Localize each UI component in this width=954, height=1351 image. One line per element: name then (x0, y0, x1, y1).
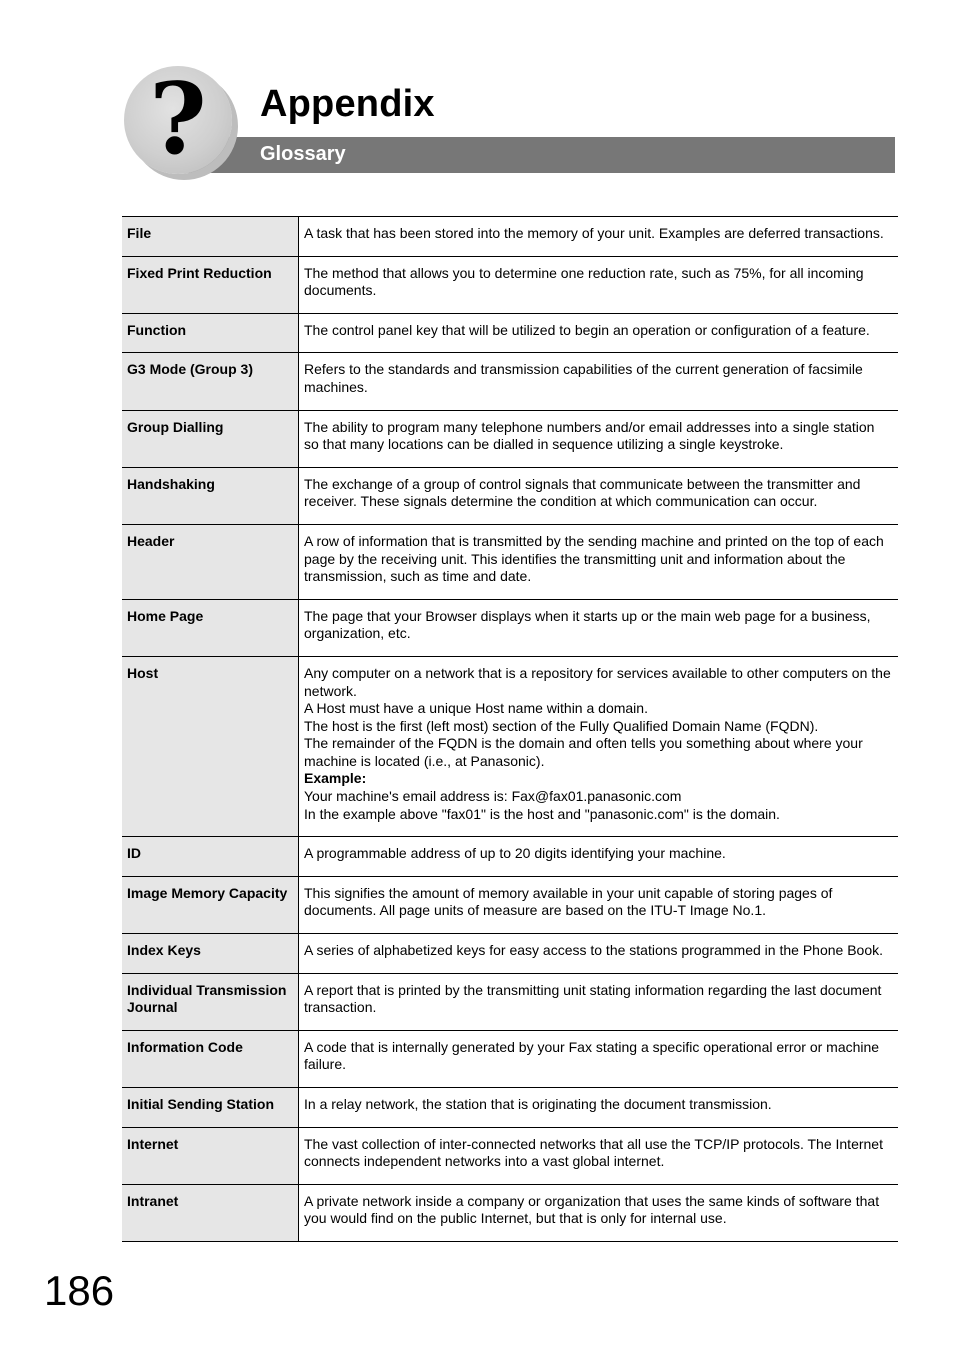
glossary-term: Image Memory Capacity (122, 876, 299, 933)
glossary-row (122, 1184, 898, 1241)
glossary-definition (299, 876, 899, 933)
glossary-term: Function (122, 313, 299, 353)
glossary-row (122, 1127, 898, 1184)
glossary-definition (299, 837, 899, 877)
section-title: Glossary (260, 143, 346, 165)
section-bar (180, 137, 895, 173)
glossary-definition (299, 313, 899, 353)
page-title: Appendix (260, 83, 435, 125)
glossary-definition (299, 256, 899, 313)
glossary-definition (299, 1127, 899, 1184)
glossary-row (122, 467, 898, 524)
glossary-term: Host (122, 656, 299, 836)
glossary-term: Group Dialling (122, 410, 299, 467)
definition-line: Example: (304, 770, 367, 787)
glossary-row (122, 256, 898, 313)
definition-line: The page that your Browser displays when it starts up or the main web page for a business, organization, etc. (304, 607, 871, 642)
definition-line: A series of alphabetized keys for easy access to the stations programmed in the Phone Book. (304, 942, 883, 959)
glossary-definition (299, 353, 899, 410)
glossary-definition (299, 1030, 899, 1087)
glossary-definition (299, 1184, 899, 1241)
glossary-definition (299, 467, 899, 524)
glossary-row (122, 876, 898, 933)
glossary-term: Handshaking (122, 467, 299, 524)
glossary-term: Information Code (122, 1030, 299, 1087)
glossary-definition (299, 934, 899, 974)
definition-line: In the example above "fax01" is the host and "panasonic.com" is the domain. (304, 805, 780, 822)
glossary-term: Intranet (122, 1184, 299, 1241)
glossary-definition (299, 524, 899, 599)
page-number: 186 (44, 1267, 115, 1314)
definition-line: Any computer on a network that is a repository for services available to other computers on the network. (304, 664, 891, 699)
definition-line: A code that is internally generated by your Fax stating a specific operational error or machine failure. (304, 1038, 880, 1073)
glossary-row (122, 217, 898, 257)
question-mark-icon (124, 62, 232, 177)
glossary-definition (299, 410, 899, 467)
glossary-row (122, 599, 898, 656)
definition-line: The remainder of the FQDN is the domain and often tells you something about where your machine is located (i.e., at Panasonic). (304, 735, 863, 769)
glossary-definition (299, 217, 899, 257)
glossary-row (122, 837, 898, 877)
glossary-row (122, 410, 898, 467)
definition-line: In a relay network, the station that is originating the document transmission. (304, 1096, 772, 1112)
definition-line: The host is the first (left most) section of the Fully Qualified Domain Name (FQDN). (304, 717, 819, 734)
glossary-term: Initial Sending Station (122, 1088, 299, 1128)
glossary-definition (299, 1088, 899, 1128)
definition-line: A report that is printed by the transmitting unit stating information regarding the last document transaction. (304, 981, 882, 1016)
definition-line: Your machine's email address is: Fax@fax01.panasonic.com (304, 788, 682, 805)
glossary-row (122, 656, 898, 836)
glossary-term: File (122, 217, 299, 257)
glossary-row (122, 313, 898, 353)
definition-line: A programmable address of up to 20 digits identifying your machine. (304, 845, 726, 862)
glossary-term: Individual Transmission Journal (122, 973, 299, 1030)
definition-line: The ability to program many telephone numbers and/or email addresses into a single station so that many locations can be dialled in sequence utilizing a single keystroke. (304, 418, 875, 453)
glossary-term: Fixed Print Reduction (122, 256, 299, 313)
glossary-row (122, 1030, 898, 1087)
glossary-row (122, 524, 898, 599)
question-mark-glyph: ? (149, 62, 207, 177)
definition-line: The exchange of a group of control signals that communicate between the transmitter and receiver. These signals determine the condition at which communication can occur. (304, 475, 861, 510)
glossary-table (122, 216, 898, 1242)
glossary-body (122, 217, 898, 1242)
glossary-term: Internet (122, 1127, 299, 1184)
glossary-term: ID (122, 837, 299, 877)
glossary-term: G3 Mode (Group 3) (122, 353, 299, 410)
definition-line: A row of information that is transmitted by the sending machine and printed on the top of each page by the receiving unit. This identifies the transmitting unit and information about the transmission, such as time and date. (304, 532, 884, 585)
glossary-definition (299, 599, 899, 656)
glossary-term: Header (122, 524, 299, 599)
glossary-definition (299, 973, 899, 1030)
definition-line: This signifies the amount of memory available in your unit capable of storing pages of documents. All page units of measure are based on the ITU-T Image No.1. (304, 884, 833, 919)
definition-line: The vast collection of inter-connected networks that all use the TCP/IP protocols. The Internet connects independent networks into a vast global internet. (304, 1135, 883, 1170)
glossary-row (122, 353, 898, 410)
definition-line: Refers to the standards and transmission capabilities of the current generation of facsimile machines. (304, 361, 863, 395)
definition-line: The method that allows you to determine one reduction rate, such as 75%, for all incoming documents. (304, 264, 864, 299)
glossary-row (122, 934, 898, 974)
definition-line: A private network inside a company or organization that uses the same kinds of software that you would find on the public Internet, but that is only for internal use. (304, 1192, 880, 1227)
glossary-row (122, 1088, 898, 1128)
glossary-definition (299, 656, 899, 836)
definition-line: A Host must have a unique Host name within a domain. (304, 700, 648, 717)
definition-line: A task that has been stored into the memory of your unit. Examples are deferred transactions. (304, 225, 884, 241)
glossary-term: Index Keys (122, 934, 299, 974)
glossary-term: Home Page (122, 599, 299, 656)
definition-line: The control panel key that will be utilized to begin an operation or configuration of a feature. (304, 321, 870, 338)
glossary-row (122, 973, 898, 1030)
